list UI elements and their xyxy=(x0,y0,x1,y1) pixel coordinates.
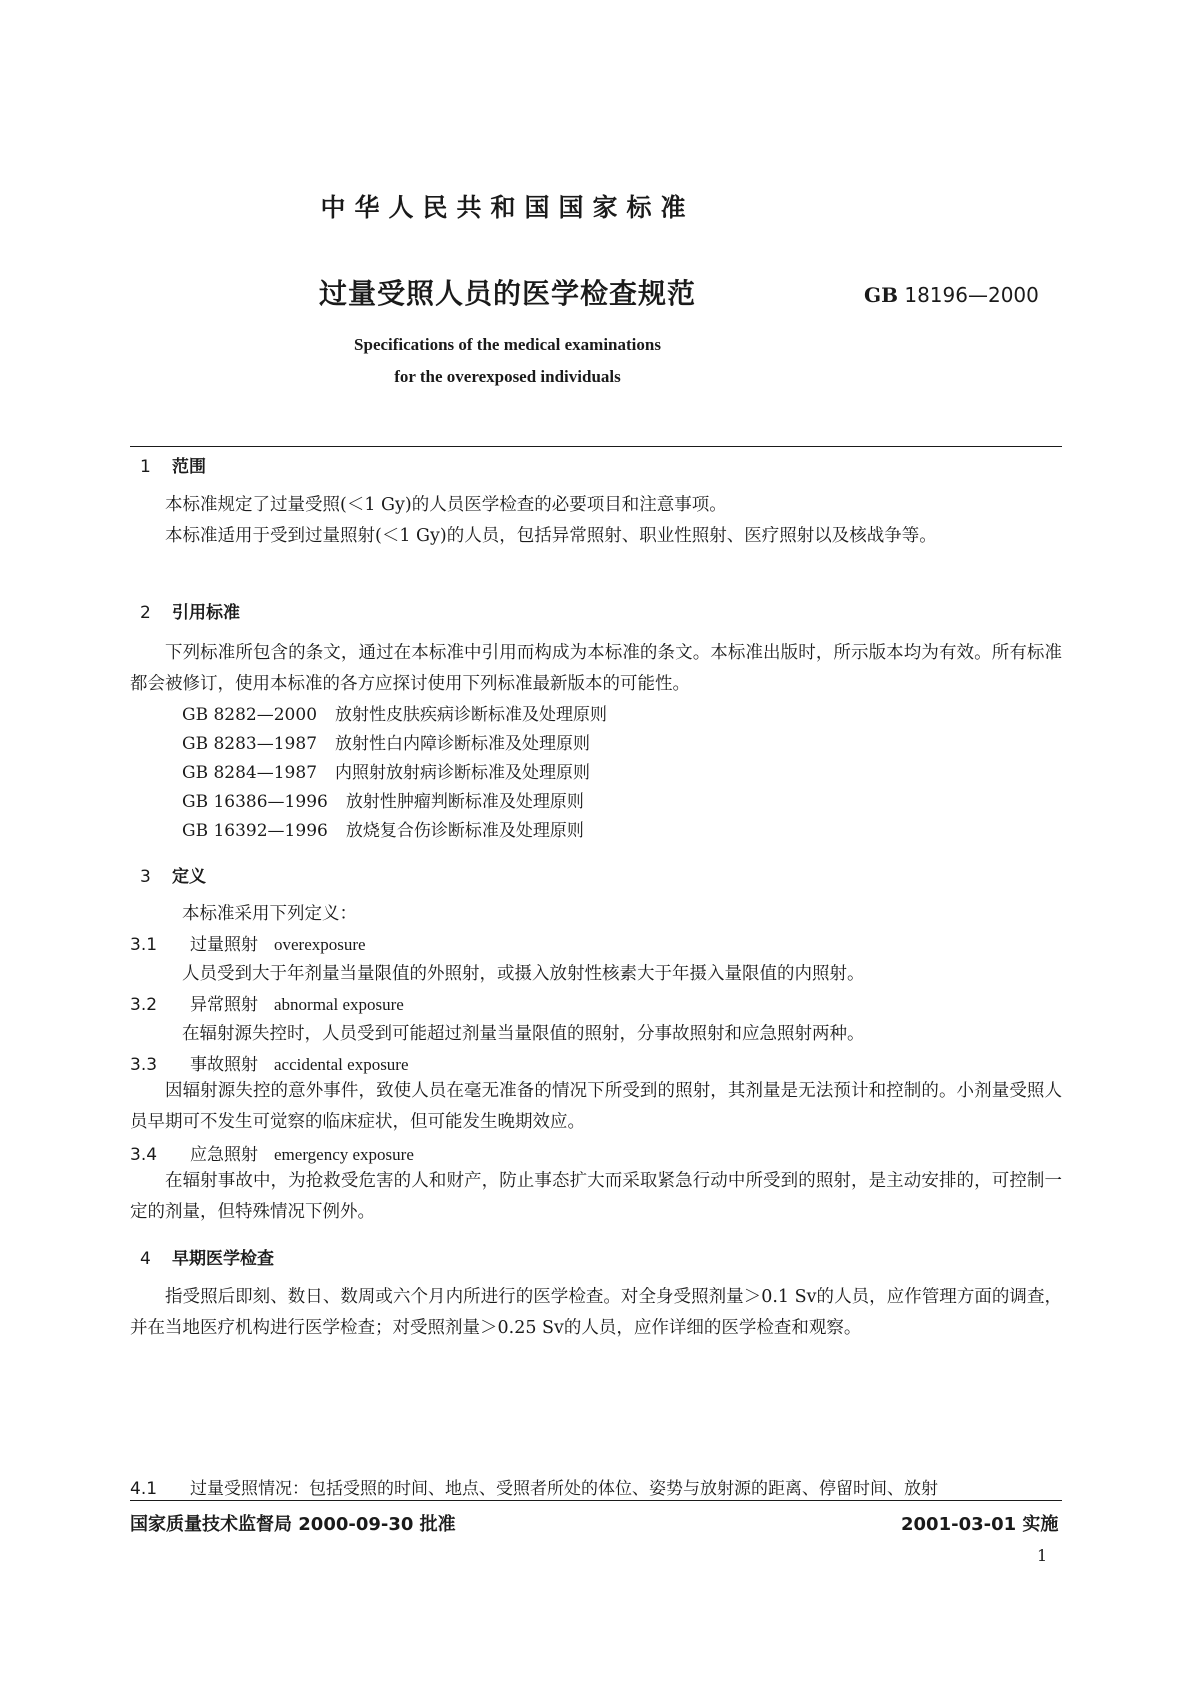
standard-code xyxy=(864,283,1039,307)
subsection-4-1-text: 过量受照情况：包括受照的时间、地点、受照者所处的体位、姿势与放射源的距离、停留时间、放射 xyxy=(190,1479,938,1499)
reference-code: GB 16386—1996 xyxy=(182,792,328,812)
definition-term-en: overexposure xyxy=(274,935,366,954)
section-3-heading xyxy=(140,862,206,887)
section-1-paragraph-2: 本标准适用于受到过量照射(＜1 Gy)的人员，包括异常照射、职业性照射、医疗照射以及核战争等。 xyxy=(165,526,937,546)
section-4-number: 4 xyxy=(140,1249,151,1269)
section-1-heading xyxy=(140,452,206,477)
section-3-intro: 本标准采用下列定义： xyxy=(182,904,357,924)
definition-term: 过量照射 xyxy=(190,935,258,955)
definition-number: 3.2 xyxy=(130,995,158,1015)
definition-term-en: emergency exposure xyxy=(274,1145,414,1164)
definition-term: 事故照射 xyxy=(190,1055,258,1075)
definition-number: 3.4 xyxy=(130,1145,158,1165)
definition-term: 异常照射 xyxy=(190,995,258,1015)
definition-term-en: accidental exposure xyxy=(274,1055,409,1074)
reference-item xyxy=(182,758,590,783)
subsection-4-1-number: 4.1 xyxy=(130,1479,158,1499)
definition-3-1-heading xyxy=(130,930,366,955)
definition-term-en: abnormal exposure xyxy=(274,995,404,1014)
subsection-4-1 xyxy=(130,1474,938,1499)
section-2-number: 2 xyxy=(140,603,151,623)
page-number: 1 xyxy=(1037,1546,1048,1565)
reference-title: 放射性肿瘤判断标准及处理原则 xyxy=(345,792,584,812)
section-3-title: 定义 xyxy=(172,867,206,887)
reference-code: GB 16392—1996 xyxy=(182,821,328,841)
reference-item xyxy=(182,729,590,754)
section-1-paragraph-1: 本标准规定了过量受照(＜1 Gy)的人员医学检查的必要项目和注意事项。 xyxy=(165,495,727,515)
approval-statement: 国家质量技术监督局 2000-09-30 批准 xyxy=(130,1514,456,1535)
definition-3-4-heading xyxy=(130,1140,414,1165)
reference-item xyxy=(182,700,607,725)
definition-3-1-text: 人员受到大于年剂量当量限值的外照射，或摄入放射性核素大于年摄入量限值的内照射。 xyxy=(182,964,865,984)
document-title-zh: 过量受照人员的医学检查规范 xyxy=(318,277,696,310)
section-2-heading xyxy=(140,598,240,623)
national-standard-title: 中华人民共和国国家标准 xyxy=(320,193,695,222)
section-4-title: 早期医学检查 xyxy=(172,1249,274,1269)
section-4-paragraph-1: 指受照后即刻、数日、数周或六个月内所进行的医学检查。对全身受照剂量＞0.1 Sv的人员，应作管理方面的调查，并在当地医疗机构进行医学检查；对受照剂量＞0.25 Sv的人员，应作详细的医学检查和观察。 xyxy=(130,1287,1062,1338)
section-2-paragraph-1: 下列标准所包含的条文，通过在本标准中引用而构成为本标准的条文。本标准出版时，所示版本均为有效。所有标准都会被修订，使用本标准的各方应探讨使用下列标准最新版本的可能性。 xyxy=(130,643,1062,694)
reference-title: 放烧复合伤诊断标准及处理原则 xyxy=(345,821,584,841)
header-divider xyxy=(130,446,1062,447)
definition-number: 3.1 xyxy=(130,935,158,955)
definition-3-4-text: 在辐射事故中，为抢救受危害的人和财产，防止事态扩大而采取紧急行动中所受到的照射，是主动安排的，可控制一定的剂量，但特殊情况下例外。 xyxy=(130,1171,1062,1222)
effective-date: 2001-03-01 实施 xyxy=(901,1514,1059,1535)
section-4-heading xyxy=(140,1244,274,1269)
section-1-title: 范围 xyxy=(172,457,206,477)
definition-3-2-heading xyxy=(130,990,404,1015)
reference-title: 放射性白内障诊断标准及处理原则 xyxy=(335,734,591,754)
document-title-en-line2: for the overexposed individuals xyxy=(394,367,621,386)
definition-number: 3.3 xyxy=(130,1055,158,1075)
definition-3-3-text: 因辐射源失控的意外事件，致使人员在毫无准备的情况下所受到的照射，其剂量是无法预计和控制的。小剂量受照人员早期可不发生可觉察的临床症状，但可能发生晚期效应。 xyxy=(130,1081,1062,1132)
reference-code: GB 8284—1987 xyxy=(182,763,318,783)
section-1-number: 1 xyxy=(140,457,151,477)
document-title-en-line1: Specifications of the medical examinations xyxy=(354,335,661,354)
reference-item xyxy=(182,787,584,812)
definition-3-2-text: 在辐射源失控时，人员受到可能超过剂量当量限值的照射，分事故照射和应急照射两种。 xyxy=(182,1024,865,1044)
footer-divider xyxy=(130,1500,1062,1501)
standard-code-prefix: GB xyxy=(864,283,898,307)
reference-code: GB 8282—2000 xyxy=(182,705,318,725)
section-2-title: 引用标准 xyxy=(172,603,240,623)
reference-title: 内照射放射病诊断标准及处理原则 xyxy=(335,763,591,783)
reference-title: 放射性皮肤疾病诊断标准及处理原则 xyxy=(335,705,608,725)
reference-code: GB 8283—1987 xyxy=(182,734,318,754)
section-3-number: 3 xyxy=(140,867,151,887)
reference-item xyxy=(182,816,584,841)
standard-code-number: 18196—2000 xyxy=(904,283,1039,307)
definition-term: 应急照射 xyxy=(190,1145,258,1165)
definition-3-3-heading xyxy=(130,1050,409,1075)
